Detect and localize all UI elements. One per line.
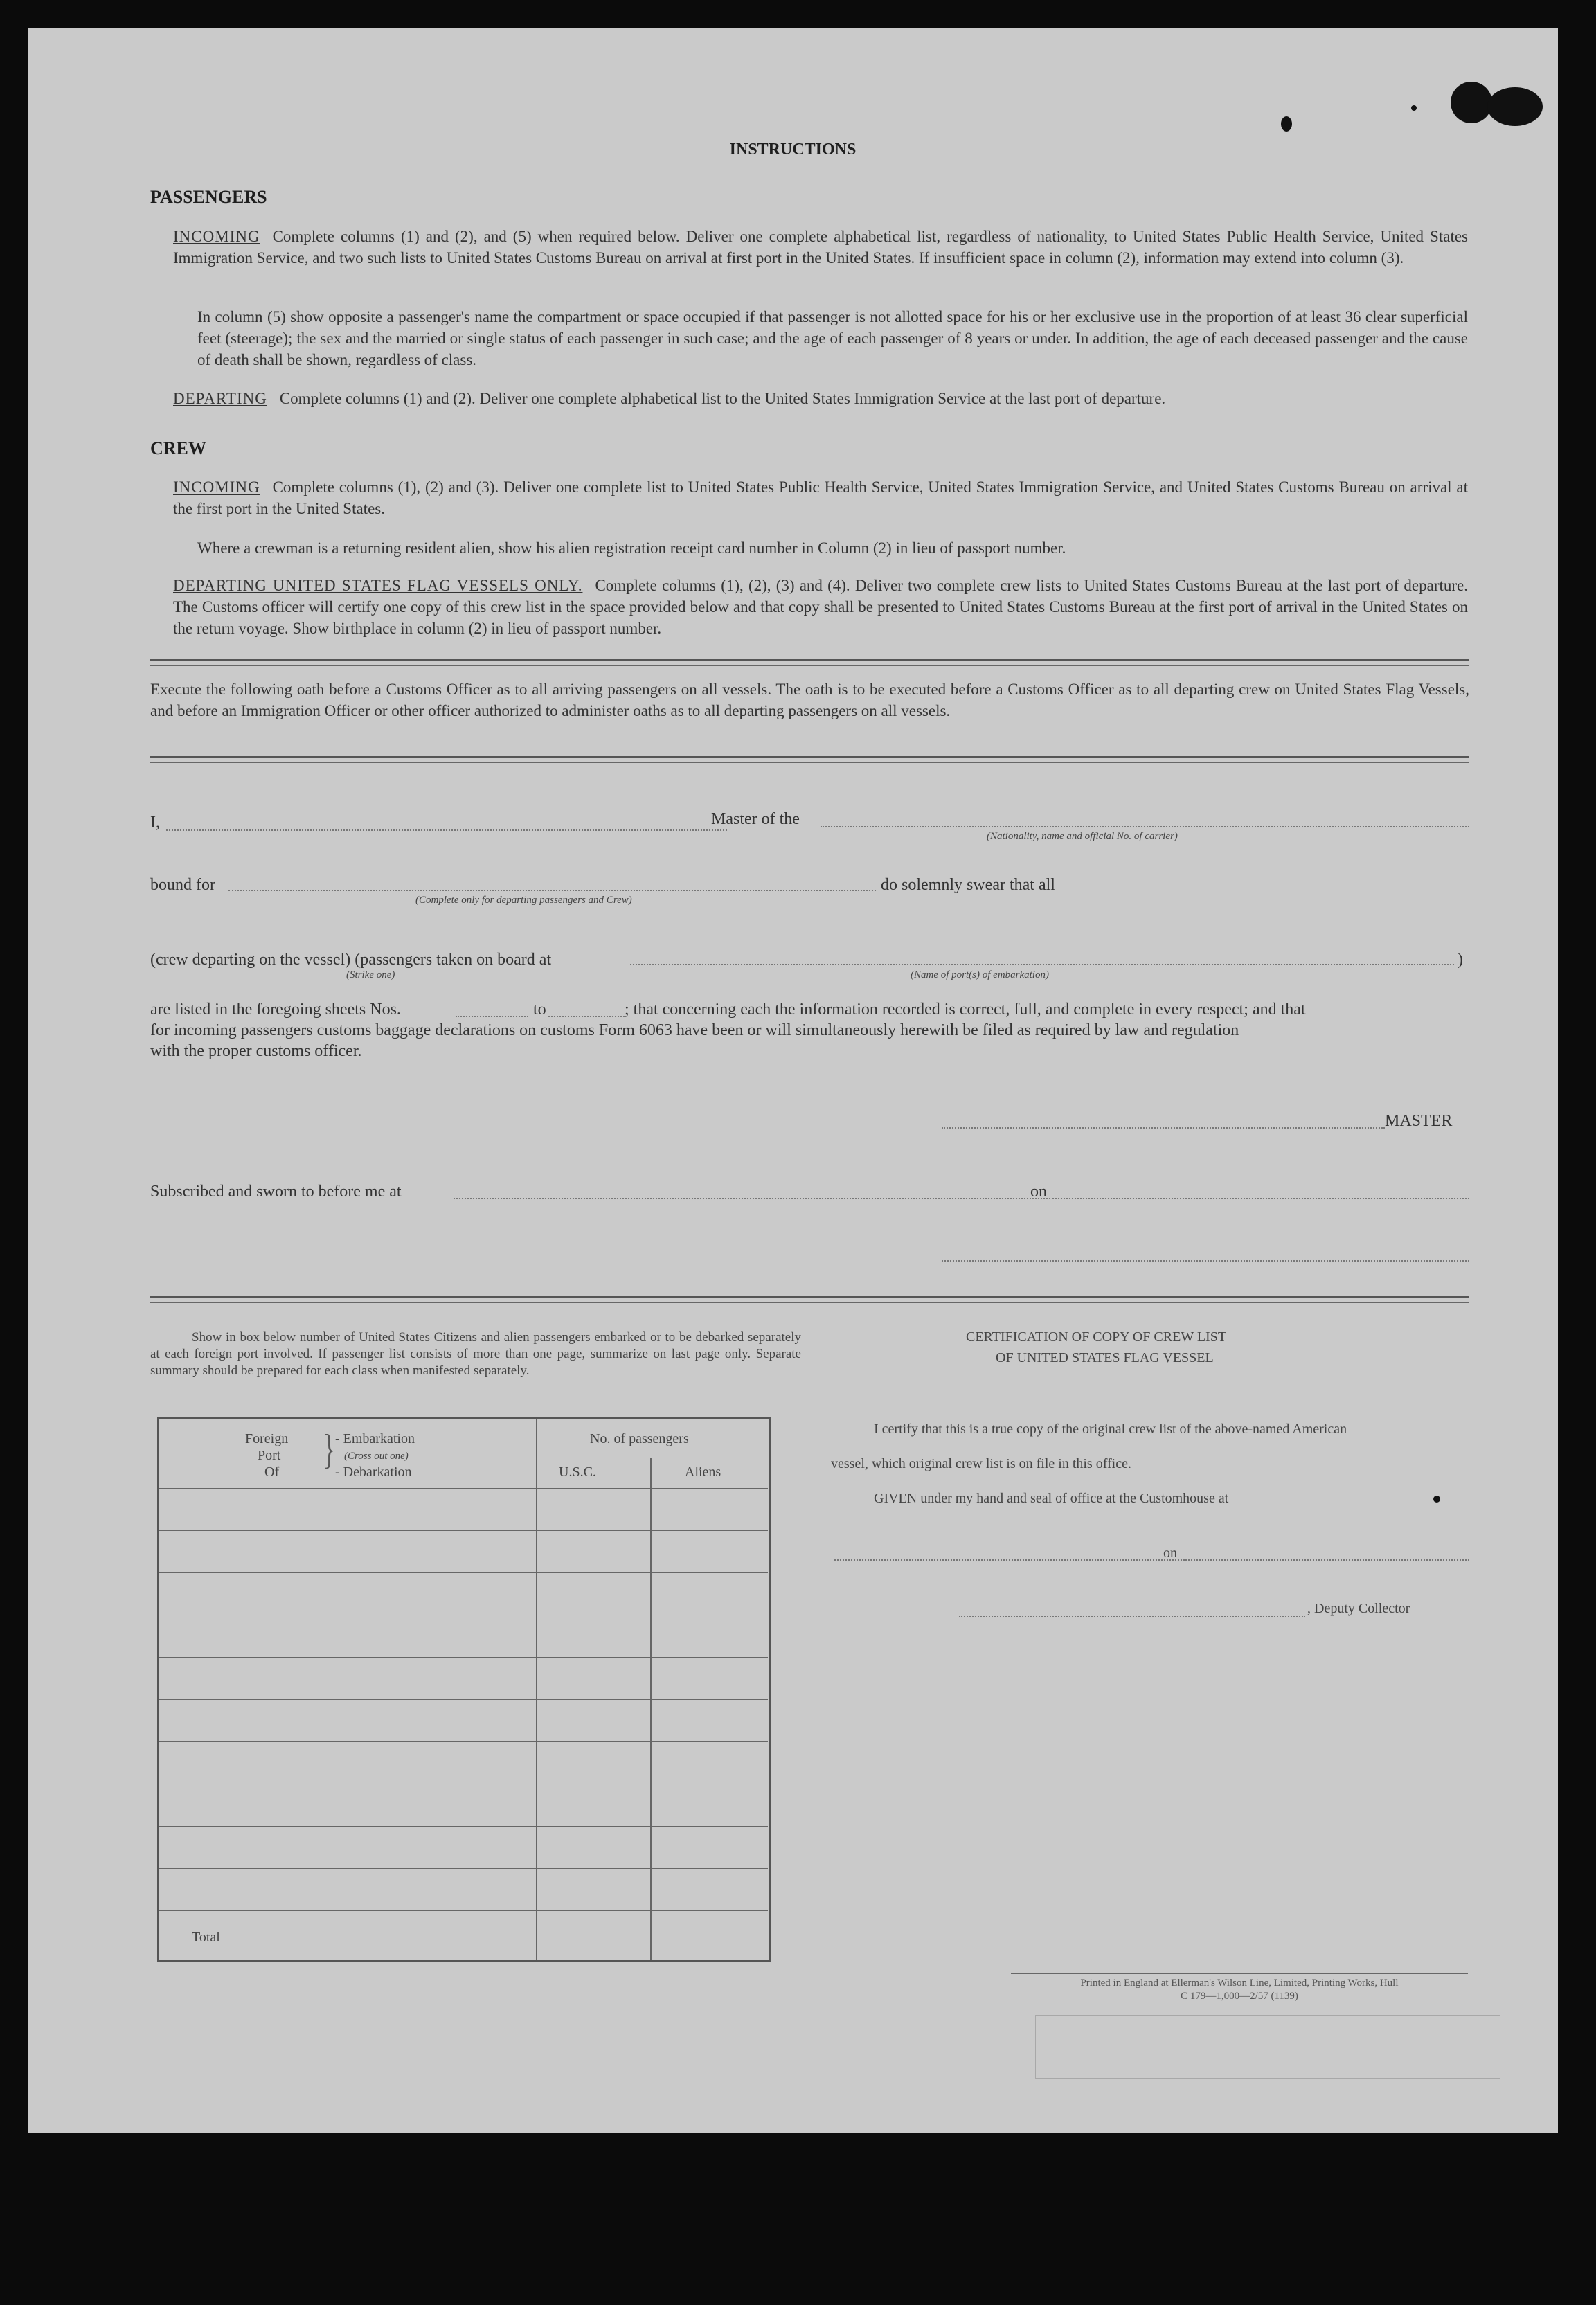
passengers-incoming-label: INCOMING: [173, 228, 260, 245]
oath-i-label: I,: [150, 814, 160, 832]
table-row-rule: [159, 1741, 768, 1742]
page-title: INSTRUCTIONS: [729, 141, 857, 159]
subscribed-label: Subscribed and sworn to before me at: [150, 1183, 402, 1201]
printer-line-1: Printed in England at Ellerman's Wilson Line, Limited, Printing Works, Hull: [1080, 1977, 1399, 1989]
table-row-rule: [159, 1572, 768, 1573]
deputy-collector-line[interactable]: [959, 1616, 1305, 1617]
printer-imprint: [997, 1977, 1482, 2003]
certification-on-label: on: [1163, 1545, 1177, 1561]
bound-for-label: bound for: [150, 876, 215, 894]
listed-line3: with the proper customs officer.: [150, 1042, 362, 1060]
embarkation-ports-line[interactable]: [630, 964, 1454, 965]
listed-line2: for incoming passengers customs baggage declarations on customs Form 6063 have been or will simultaneously herewith be filed as required by law and regulation: [150, 1021, 1239, 1039]
ink-blot: [1281, 116, 1292, 132]
crew-departing-paragraph: [173, 575, 1468, 639]
crew-departing-text: Complete columns (1), (2), (3) and (4). Deliver two complete crew lists to United States Customs Bureau at the last port of departure. The Customs officer will certify one copy of this crew list in the space provided below and that copy shall be presented to United States Customs Bureau at the first port of arrival in the United States on the return voyage. Show birthplace in column (2) in lieu of passport number.: [173, 577, 1468, 637]
passengers-departing-paragraph: [173, 388, 1468, 409]
document-page: [28, 28, 1558, 2133]
deputy-collector-label: , Deputy Collector: [1307, 1601, 1410, 1616]
embarkation-label: - Embarkation: [335, 1431, 415, 1446]
to-label: to: [533, 1001, 546, 1019]
table-row-rule: [159, 1657, 768, 1658]
double-rule: [150, 1296, 1469, 1298]
table-row-rule: [159, 1530, 768, 1531]
oath-on-label: on: [1030, 1183, 1047, 1201]
passengers-heading: PASSENGERS: [150, 187, 267, 207]
crew-incoming-text: Complete columns (1), (2) and (3). Deliver one complete list to United States Public Health Service, United States Immigration Service, and United States Customs Bureau on arrival at the first port in the United States.: [173, 478, 1468, 517]
aliens-header: Aliens: [685, 1464, 721, 1480]
col-divider: [650, 1458, 652, 1960]
sworn-date-line[interactable]: [1052, 1198, 1469, 1199]
ink-blot: [1487, 87, 1543, 126]
certification-heading-1: CERTIFICATION OF COPY OF CREW LIST: [966, 1329, 1227, 1345]
officer-signature-line[interactable]: [942, 1260, 1469, 1262]
col-divider: [536, 1419, 537, 1960]
sheet-from-line[interactable]: [456, 1016, 528, 1017]
carrier-line[interactable]: [821, 826, 1469, 827]
cross-out-note: (Cross out one): [344, 1451, 409, 1462]
table-row-rule: [159, 1910, 768, 1911]
master-label: MASTER: [1385, 1112, 1453, 1130]
passengers-column5-paragraph: In column (5) show opposite a passenger's name the compartment or space occupied if that passenger is not allotted space for his or her exclusive use in the proportion of at least 36 clear superficial feet (steerage); the sex and the married or single status of each passenger in such case; and the age of each passenger of 8 years or under. In addition, the age of each deceased passenger and the cause of death shall be shown, regardless of class.: [197, 308, 1468, 368]
crew-alien-paragraph: Where a crewman is a returning resident alien, show his alien registration receipt card number in Column (2) in lieu of passport number.: [197, 539, 1066, 557]
ink-blot: [1451, 82, 1492, 123]
listed-prefix: are listed in the foregoing sheets Nos.: [150, 1001, 401, 1019]
crew-incoming-paragraph: [173, 476, 1468, 519]
crew-departing-text: (crew departing on the vessel) (passengers taken on board at: [150, 951, 552, 969]
printer-line-2: C 179—1,000—2/57 (1139): [1181, 1991, 1298, 2002]
bound-for-line[interactable]: [228, 890, 876, 891]
passengers-departing-label: DEPARTING: [173, 390, 267, 407]
oath-instruction: Execute the following oath before a Customs Officer as to all arriving passengers on all vessels. The oath is to be executed before a Customs Officer as to all departing crew on United States Flag Vessels, and before an Immigration Officer or other officer authorized to administer oaths as to all departing passengers on all vessels.: [150, 681, 1469, 719]
ports-note: (Name of port(s) of embarkation): [911, 969, 1049, 980]
certification-line-1: I certify that this is a true copy of the original crew list of the above-named American: [874, 1421, 1347, 1437]
customhouse-line[interactable]: [834, 1559, 1187, 1561]
table-row-rule: [159, 1868, 768, 1869]
table-row-rule: [159, 1826, 768, 1827]
usc-header: U.S.C.: [559, 1464, 596, 1480]
foreign-label: Foreign: [245, 1431, 289, 1446]
master-of-the-label: Master of the: [711, 810, 800, 828]
certification-heading-2: OF UNITED STATES FLAG VESSEL: [996, 1350, 1214, 1365]
total-label: Total: [192, 1930, 220, 1945]
crew-departing-label: DEPARTING UNITED STATES FLAG VESSELS ONLY.: [173, 577, 583, 594]
strike-one-note: (Strike one): [346, 969, 395, 980]
stamp-box: [1035, 2015, 1500, 2079]
ink-blot: [1433, 1496, 1440, 1503]
double-rule: [150, 659, 1469, 661]
passenger-summary-table: [157, 1417, 771, 1962]
table-row-rule: [159, 1699, 768, 1700]
complete-only-note: (Complete only for departing passengers and Crew): [415, 895, 632, 906]
sworn-place-line[interactable]: [454, 1198, 1056, 1199]
no-passengers-header: No. of passengers: [590, 1431, 689, 1446]
close-paren: ): [1458, 951, 1463, 969]
sheet-to-line[interactable]: [548, 1016, 625, 1017]
listed-rest: ; that concerning each the information recorded is correct, full, and complete in every respect; and that: [625, 1001, 1306, 1019]
certification-date-line[interactable]: [1183, 1559, 1469, 1561]
certification-line-3: GIVEN under my hand and seal of office at the Customhouse at: [874, 1491, 1229, 1506]
master-name-line[interactable]: [166, 829, 727, 831]
double-rule: [150, 756, 1469, 758]
crew-heading: CREW: [150, 438, 206, 458]
debarkation-label: - Debarkation: [335, 1464, 412, 1480]
printer-rule: [1011, 1973, 1468, 1974]
summary-note: Show in box below number of United States Citizens and alien passengers embarked or to be debarked separately at each foreign port involved. If passenger list consists of more than one page, summarize on last page only. Separate summary should be prepared for each class when manifested separately.: [150, 1330, 801, 1378]
crew-incoming-label: INCOMING: [173, 478, 260, 496]
passengers-incoming-paragraph: [173, 226, 1468, 269]
brace-icon: }: [323, 1426, 336, 1472]
passengers-departing-text: Complete columns (1) and (2). Deliver one complete alphabetical list to the United States Immigration Service at the last port of departure.: [279, 390, 1166, 407]
nationality-note: (Nationality, name and official No. of carrier): [987, 831, 1178, 842]
table-row-rule: [159, 1488, 768, 1489]
passengers-incoming-text: Complete columns (1) and (2), and (5) when required below. Deliver one complete alphabetical list, regardless of nationality, to United States Public Health Service, United States Immigration Service, and two such lists to United States Customs Bureau on arrival at first port in the United States. If insufficient space in column (2), information may extend into column (3).: [173, 228, 1468, 267]
master-signature-line[interactable]: [942, 1127, 1385, 1129]
ink-blot: [1411, 105, 1417, 111]
swear-text: do solemnly swear that all: [881, 876, 1055, 894]
port-label: Port: [258, 1448, 281, 1463]
certification-line-2: vessel, which original crew list is on file in this office.: [831, 1456, 1131, 1471]
of-label: Of: [264, 1464, 280, 1480]
